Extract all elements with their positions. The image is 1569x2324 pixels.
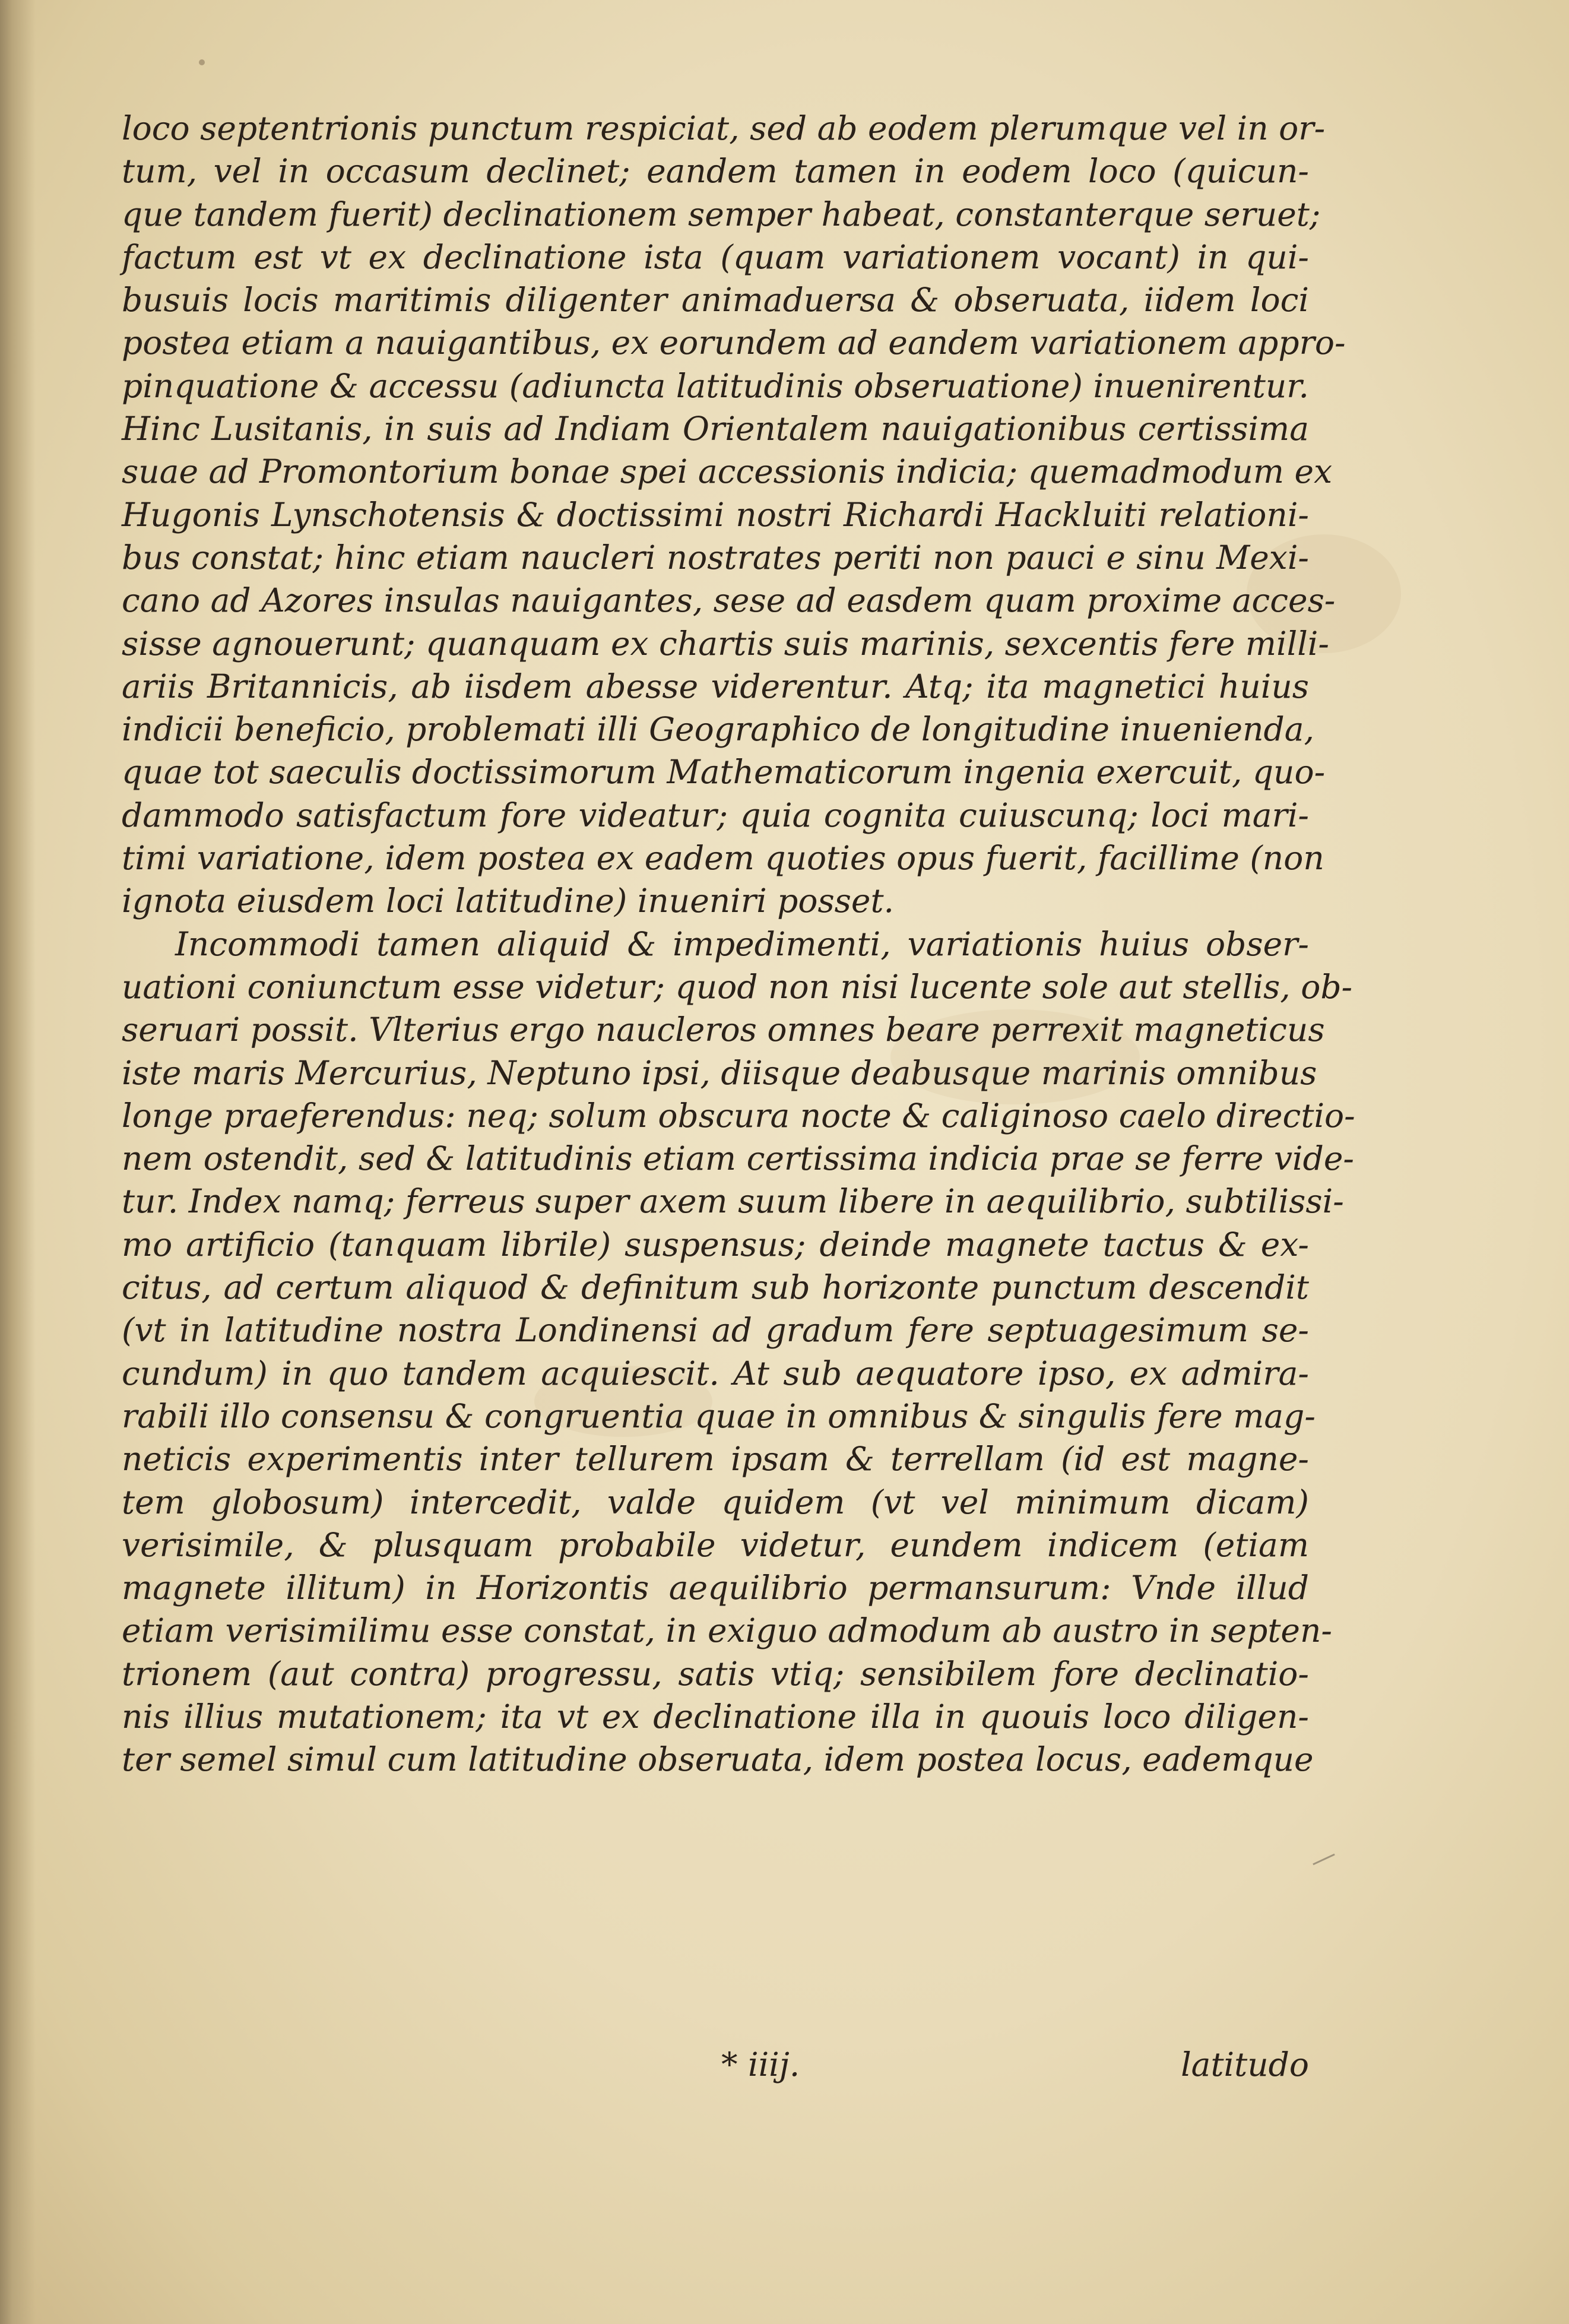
text-line: dammodo satisfactum fore videatur; quia cognita cuiuscunq; loci mari- xyxy=(122,796,1309,834)
text-line: sisse agnouerunt; quanquam ex chartis suis marinis, sexcentis fere milli- xyxy=(122,624,1329,663)
text-line: factum est vt ex declinatione ista (quam variationem vocant) in qui- xyxy=(122,238,1309,276)
text-line: tum, vel in occasum declinet; eandem tamen in eodem loco (quicun- xyxy=(122,152,1309,191)
text-line: cano ad Azores insulas nauigantes, sese ad easdem quam proxime acces- xyxy=(122,581,1336,620)
text-line: indicii beneficio, problemati illi Geographico de longitudine inuenienda, xyxy=(122,710,1314,749)
text-line: nem ostendit, sed & latitudinis etiam certissima indicia prae se ferre vide- xyxy=(122,1139,1354,1178)
text-line: seruari possit. Vlterius ergo naucleros omnes beare perrexit magneticus xyxy=(122,1011,1325,1049)
text-line: verisimile, & plusquam probabile videtur, eundem indicem (etiam xyxy=(122,1525,1309,1564)
text-line: loco septentrionis punctum respiciat, sed ab eodem plerumque vel in or- xyxy=(122,109,1326,147)
text-line: pinquatione & accessu (adiuncta latitudinis obseruatione) inuenirentur. xyxy=(122,366,1309,405)
text-line: ariis Britannicis, ab iisdem abesse viderentur. Atq; ita magnetici huius xyxy=(122,667,1309,705)
pencil-mark xyxy=(1313,1854,1335,1866)
ink-speck xyxy=(199,59,205,65)
text-line: timi variatione, idem postea ex eadem quoties opus fuerit, facillime (non xyxy=(122,839,1324,878)
text-line: mo artificio (tanquam librile) suspensus; deinde magnete tactus & ex- xyxy=(122,1225,1309,1264)
text-line: uationi coniunctum esse videtur; quod non nisi lucente sole aut stellis, ob- xyxy=(122,967,1353,1006)
text-line: longe praeferendus: neq; solum obscura nocte & caliginoso caelo directio- xyxy=(122,1096,1355,1135)
page-footer xyxy=(122,2046,1309,2093)
body-text xyxy=(122,107,1355,1781)
text-line: que tandem fuerit) declinationem semper habeat, constanterque seruet; xyxy=(122,195,1321,233)
paragraph-end-line: ignota eiusdem loci latitudine) inueniri posset. xyxy=(122,882,895,920)
text-line: neticis experimentis inter tellurem ipsam & terrellam (id est magne- xyxy=(122,1440,1309,1478)
text-line: citus, ad certum aliquod & definitum sub horizonte punctum descendit xyxy=(122,1268,1309,1307)
text-line: tem globosum) intercedit, valde quidem (vt vel minimum dicam) xyxy=(122,1483,1309,1521)
text-line: suae ad Promontorium bonae spei accessionis indicia; quemadmodum ex xyxy=(122,452,1333,491)
text-line: ter semel simul cum latitudine obseruata, idem postea locus, eademque xyxy=(122,1740,1314,1779)
text-line: tur. Index namq; ferreus super axem suum libere in aequilibrio, subtilissi- xyxy=(122,1182,1344,1221)
text-line: quae tot saeculis doctissimorum Mathematicorum ingenia exercuit, quo- xyxy=(122,753,1326,791)
text-line: trionem (aut contra) progressu, satis vtiq; sensibilem fore declinatio- xyxy=(122,1654,1309,1693)
catchword: latitudo xyxy=(1181,2046,1309,2084)
text-line: bus constat; hinc etiam naucleri nostrates periti non pauci e sinu Mexi- xyxy=(122,538,1309,577)
spine-shadow xyxy=(0,0,36,2324)
text-line: cundum) in quo tandem acquiescit. At sub aequatore ipso, ex admira- xyxy=(122,1354,1309,1392)
text-line: rabili illo consensu & congruentia quae in omnibus & singulis fere mag- xyxy=(122,1397,1316,1435)
text-line: etiam verisimilimu esse constat, in exiguo admodum ab austro in septen- xyxy=(122,1611,1332,1650)
text-line: postea etiam a nauigantibus, ex eorundem ad eandem variationem appro- xyxy=(122,324,1346,362)
text-line: nis illius mutationem; ita vt ex declinatione illa in quouis loco diligen- xyxy=(122,1697,1309,1736)
text-line: Hinc Lusitanis, in suis ad Indiam Orientalem nauigationibus certissima xyxy=(122,410,1309,448)
text-line: Hugonis Lynschotensis & doctissimi nostri Richardi Hackluiti relationi- xyxy=(122,495,1309,534)
signature-mark: * iiij. xyxy=(721,2046,800,2084)
text-line: iste maris Mercurius, Neptuno ipsi, diisque deabusque marinis omnibus xyxy=(122,1053,1317,1092)
text-line: busuis locis maritimis diligenter animaduersa & obseruata, iidem loci xyxy=(122,281,1309,319)
text-line: magnete illitum) in Horizontis aequilibrio permansurum: Vnde illud xyxy=(122,1569,1309,1607)
paragraph-start-line: Incommodi tamen aliquid & impedimenti, variationis huius obser- xyxy=(175,924,1309,963)
text-line: (vt in latitudine nostra Londinensi ad gradum fere septuagesimum se- xyxy=(122,1311,1309,1350)
